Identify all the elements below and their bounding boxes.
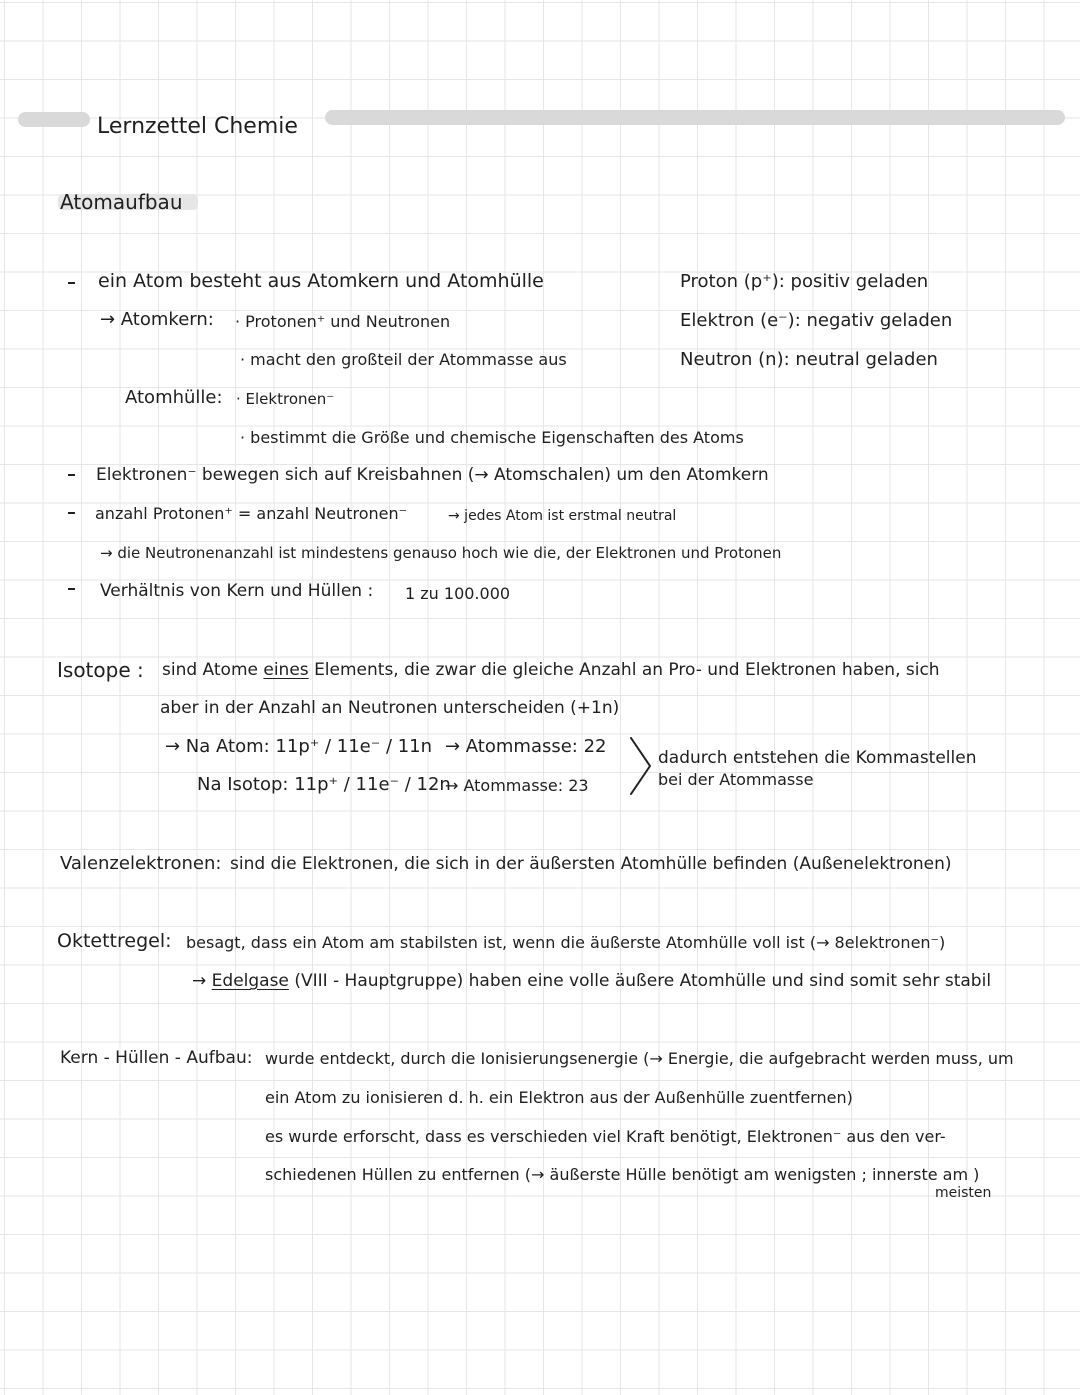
atomhuelle-item-1: · Elektronen⁻ xyxy=(236,390,335,408)
bullet-dash xyxy=(68,282,75,284)
kern-huellen-line-3: es wurde erforscht, dass es verschieden viel Kraft benötigt, Elektronen⁻ aus den ver- xyxy=(265,1127,946,1146)
oktett-line-2 xyxy=(192,973,991,990)
neutronenanzahl-line: → die Neutronenanzahl ist mindestens genauso hoch wie die, der Elektronen und Protonen xyxy=(100,544,782,562)
bullet-dash xyxy=(68,588,75,590)
isotope-note-2: bei der Atommasse xyxy=(658,770,814,789)
na-atom-mass: → Atommasse: 22 xyxy=(445,736,607,757)
isotope-text-pre: sind Atome xyxy=(162,660,258,680)
isotope-note-1: dadurch entstehen die Kommastellen xyxy=(658,748,977,768)
isotope-label: Isotope : xyxy=(57,658,144,682)
kern-huellen-line-4-sub: meisten xyxy=(935,1185,992,1201)
oktett-text: besagt, dass ein Atom am stabilsten ist, wenn die äußerste Atomhülle voll ist (→ 8elektronen⁻) xyxy=(186,933,946,952)
na-atom: → Na Atom: 11p⁺ / 11e⁻ / 11n xyxy=(165,736,433,757)
page-title: Lernzettel Chemie xyxy=(97,114,298,139)
oktett-edelgase: Edelgase xyxy=(211,971,289,991)
proton-definition: Proton (p⁺): positiv geladen xyxy=(680,271,929,292)
oktett-arrow: → xyxy=(192,971,207,991)
na-isotop-mass: → Atommasse: 23 xyxy=(445,776,589,795)
valenz-label: Valenzelektronen: xyxy=(60,853,222,874)
oktett-line-2-text: (VIII - Hauptgruppe) haben eine volle äußere Atomhülle und sind somit sehr stabil xyxy=(294,971,992,991)
valenz-text: sind die Elektronen, die sich in der äußersten Atomhülle befinden (Außenelektronen) xyxy=(230,854,952,874)
kern-huellen-line-1: wurde entdeckt, durch die Ionisierungsenergie (→ Energie, die aufgebracht werden muss, um xyxy=(265,1049,1014,1068)
header-bar-left xyxy=(18,112,90,127)
oktett-label: Oktettregel: xyxy=(57,930,172,952)
isotope-line-2: aber in der Anzahl an Neutronen unterscheiden (+1n) xyxy=(160,698,620,718)
na-isotop: Na Isotop: 11p⁺ / 11e⁻ / 12n xyxy=(197,774,451,795)
kern-huellen-line-4: schiedenen Hüllen zu entfernen (→ äußerste Hülle benötigt am wenigsten ; innerste am ) xyxy=(265,1165,980,1184)
kern-huellen-line-2: ein Atom zu ionisieren d. h. ein Elektron aus der Außenhülle zuentfernen) xyxy=(265,1088,853,1107)
neutron-definition: Neutron (n): neutral geladen xyxy=(680,349,938,370)
isotope-line-1 xyxy=(162,662,940,679)
anzahl-line: anzahl Protonen⁺ = anzahl Neutronen⁻ xyxy=(95,504,408,523)
atomhuelle-label: Atomhülle: xyxy=(125,387,223,408)
atomkern-item-2: · macht den großteil der Atommasse aus xyxy=(240,350,567,369)
brace-icon xyxy=(628,736,654,796)
verhaeltnis-line: Verhältnis von Kern und Hüllen : xyxy=(100,581,374,601)
atomkern-item-1: · Protonen⁺ und Neutronen xyxy=(235,312,451,331)
atomhuelle-item-2: · bestimmt die Größe und chemische Eigenschaften des Atoms xyxy=(240,428,744,447)
header-bar-right xyxy=(325,110,1065,125)
anzahl-note: → jedes Atom ist erstmal neutral xyxy=(448,508,677,524)
kern-huellen-label: Kern - Hüllen - Aufbau: xyxy=(60,1048,253,1068)
section-heading-atomaufbau: Atomaufbau xyxy=(60,190,183,214)
atom-line-1: ein Atom besteht aus Atomkern und Atomhülle xyxy=(98,270,544,292)
isotope-text-underlined: eines xyxy=(263,660,309,680)
isotope-text-post: Elements, die zwar die gleiche Anzahl an Pro- und Elektronen haben, sich xyxy=(314,660,940,680)
elektronen-line: Elektronen⁻ bewegen sich auf Kreisbahnen (→ Atomschalen) um den Atomkern xyxy=(96,465,769,485)
verhaeltnis-value: 1 zu 100.000 xyxy=(405,584,511,603)
bullet-dash xyxy=(68,474,75,476)
atomkern-label: → Atomkern: xyxy=(100,309,214,330)
elektron-definition: Elektron (e⁻): negativ geladen xyxy=(680,310,953,331)
bullet-dash xyxy=(68,512,75,514)
